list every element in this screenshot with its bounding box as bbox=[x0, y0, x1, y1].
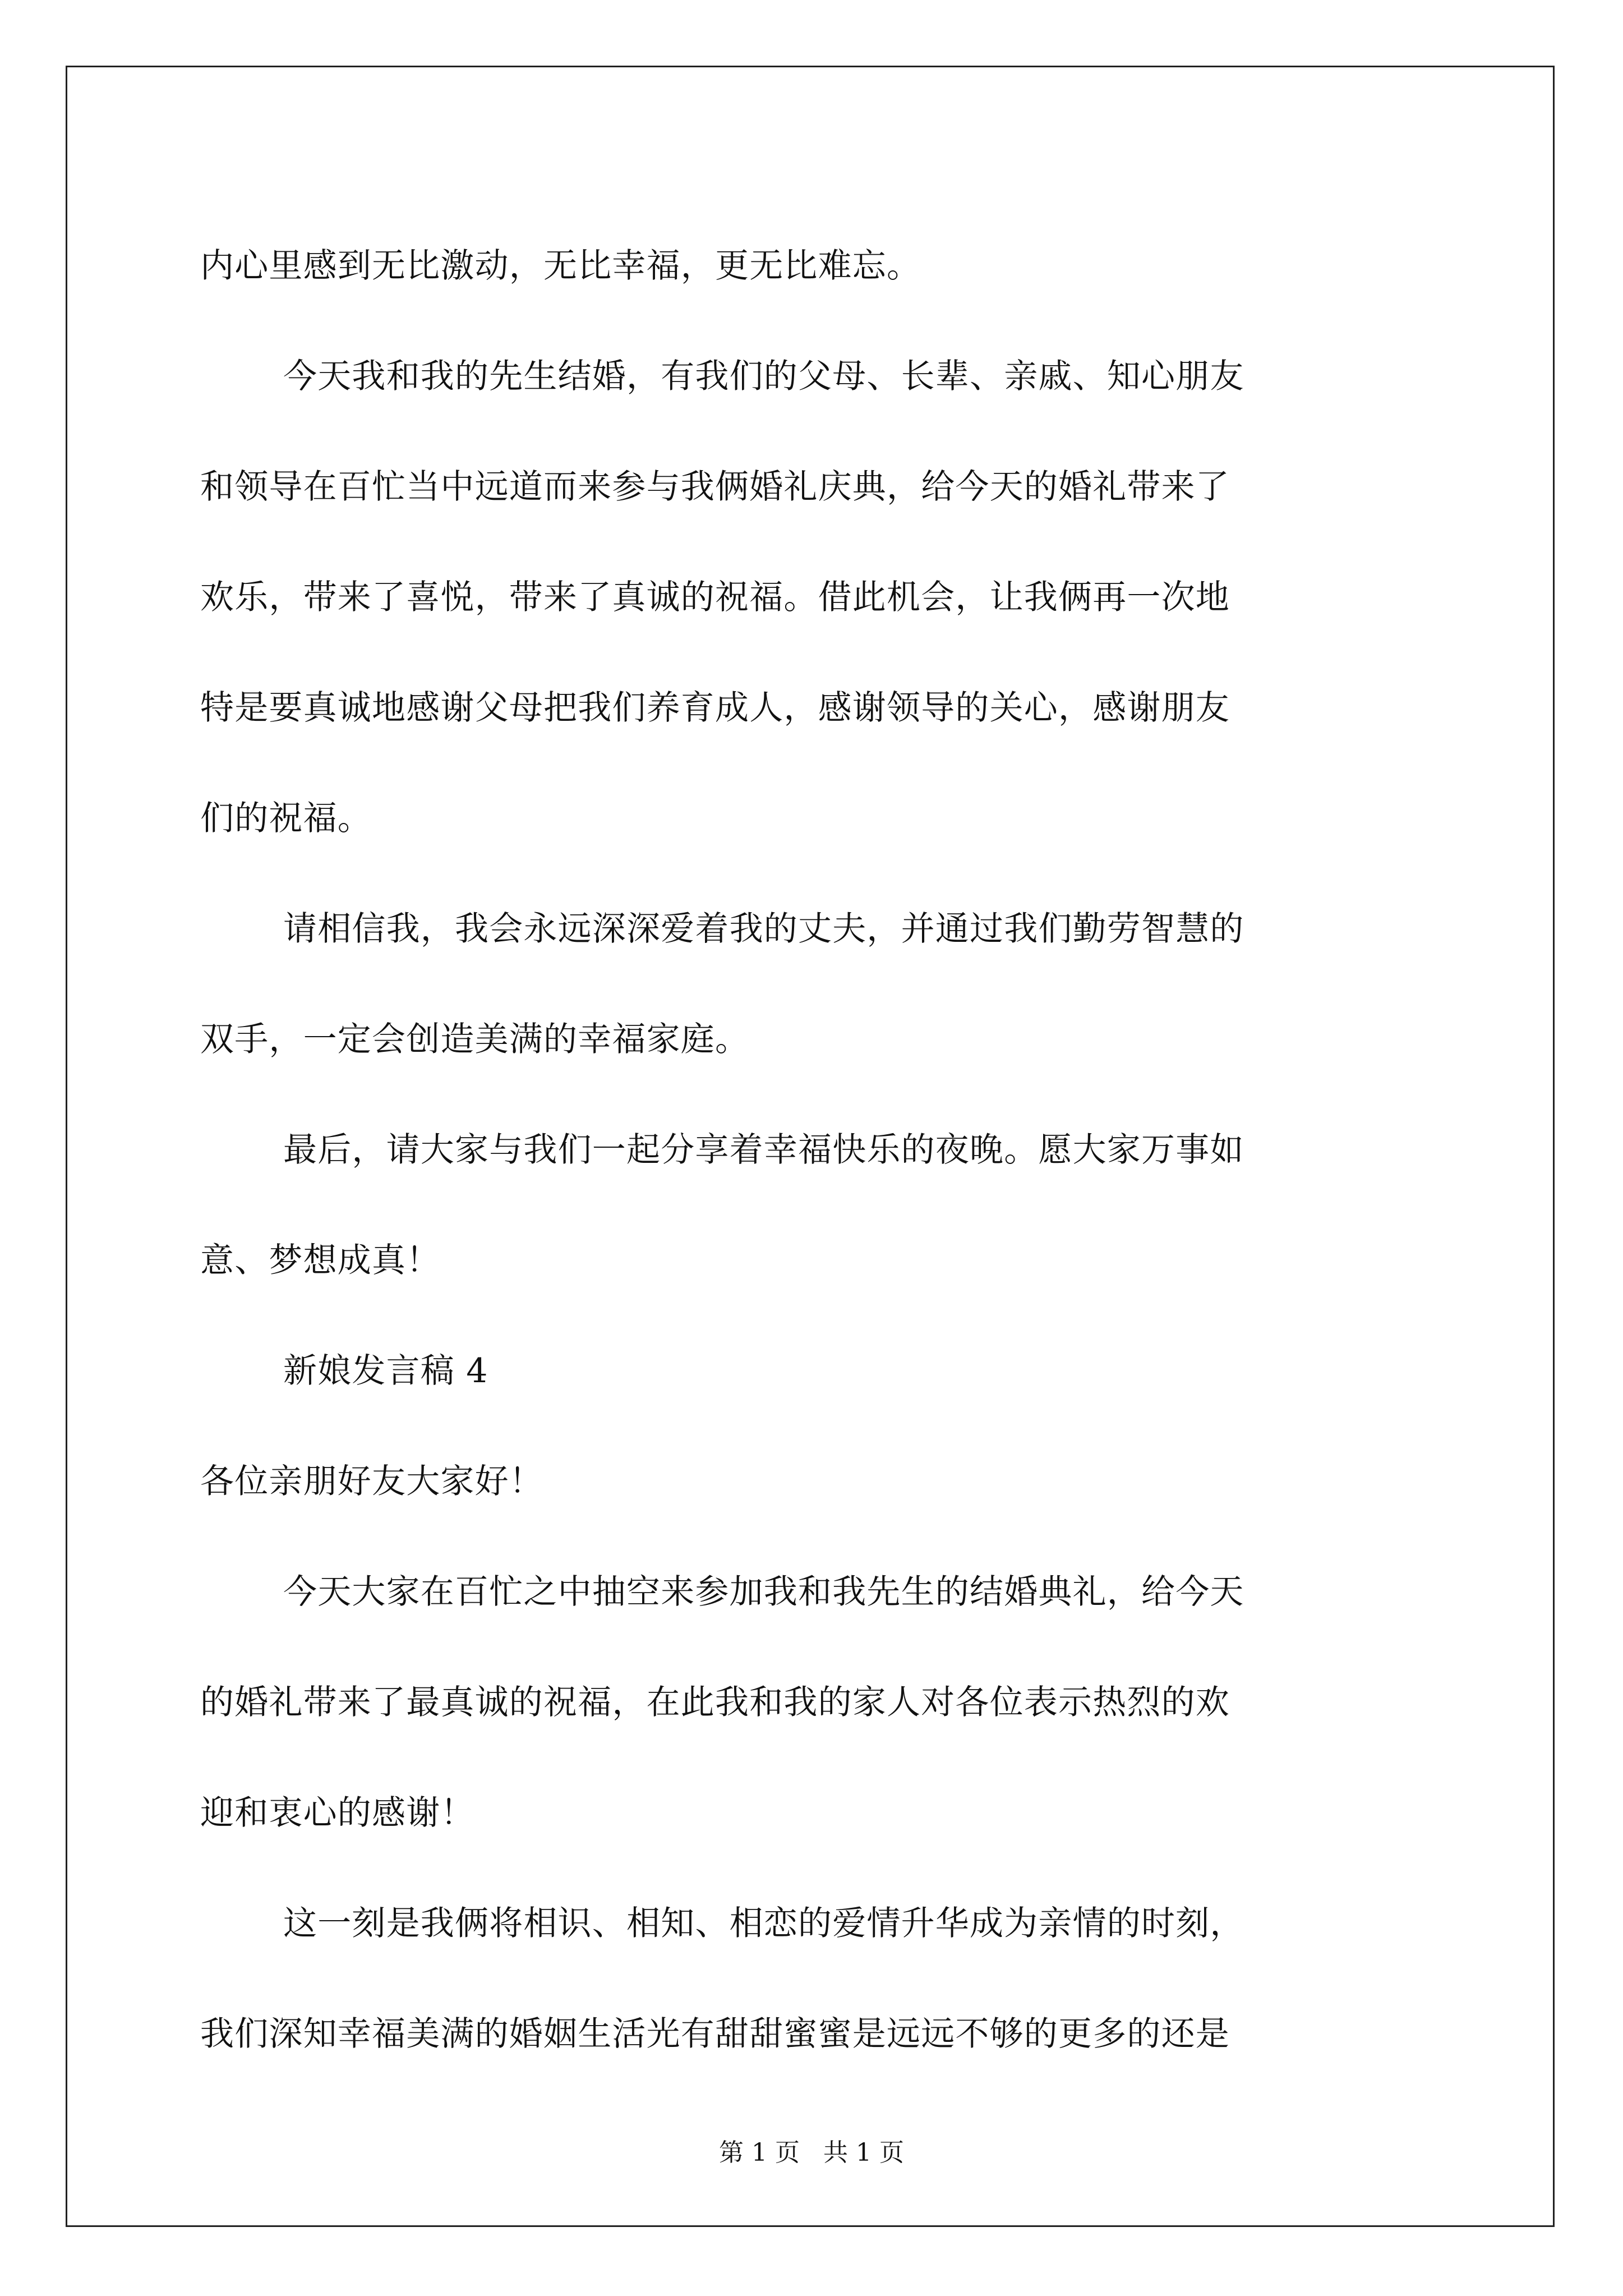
text-line: 们的祝福。 bbox=[200, 799, 372, 838]
text-line: 意、梦想成真！ bbox=[200, 1241, 441, 1280]
page-footer: 第 1 页 共 1 页 bbox=[719, 2138, 904, 2167]
document-body bbox=[200, 211, 1434, 2090]
text-line: 请相信我，我会永远深深爱着我的丈夫，并通过我们勤劳智慧的 bbox=[283, 909, 1244, 949]
text-line: 欢乐，带来了喜悦，带来了真诚的祝福。借此机会，让我俩再一次地 bbox=[200, 578, 1230, 617]
salutation: 各位亲朋好友大家好！ bbox=[200, 1462, 543, 1501]
section-heading: 新娘发言稿 4 bbox=[283, 1351, 488, 1391]
text-line: 最后，请大家与我们一起分享着幸福快乐的夜晚。愿大家万事如 bbox=[283, 1130, 1244, 1170]
text-line: 今天大家在百忙之中抽空来参加我和我先生的结婚典礼，给今天 bbox=[283, 1572, 1244, 1612]
text-line: 双手，一定会创造美满的幸福家庭。 bbox=[200, 1020, 750, 1059]
text-line: 和领导在百忙当中远道而来参与我俩婚礼庆典，给今天的婚礼带来了 bbox=[200, 467, 1230, 507]
text-line: 我们深知幸福美满的婚姻生活光有甜甜蜜蜜是远远不够的更多的还是 bbox=[200, 2014, 1230, 2054]
text-line: 的婚礼带来了最真诚的祝福，在此我和我的家人对各位表示热烈的欢 bbox=[200, 1683, 1230, 1722]
text-line: 今天我和我的先生结婚，有我们的父母、长辈、亲戚、知心朋友 bbox=[283, 357, 1244, 396]
text-line: 迎和衷心的感谢！ bbox=[200, 1793, 475, 1833]
text-line: 特是要真诚地感谢父母把我们养育成人，感谢领导的关心，感谢朋友 bbox=[200, 688, 1230, 728]
text-line: 这一刻是我俩将相识、相知、相恋的爱情升华成为亲情的时刻， bbox=[283, 1904, 1244, 1943]
text-line: 内心里感到无比激动，无比幸福，更无比难忘。 bbox=[200, 246, 921, 286]
